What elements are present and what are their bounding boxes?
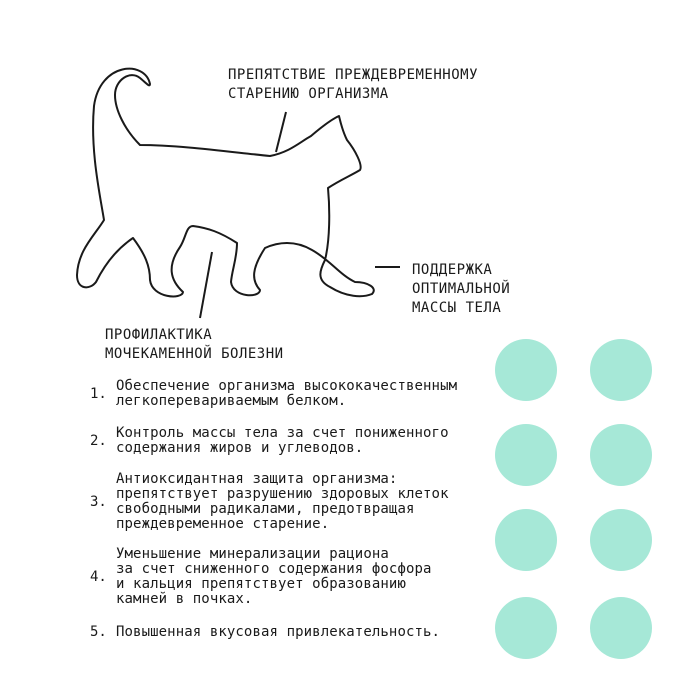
benefit-number: 3. — [90, 494, 107, 510]
benefit-item — [90, 426, 530, 456]
benefit-number: 4. — [90, 569, 107, 585]
mint-dot — [590, 339, 652, 401]
benefit-text: Повышенная вкусовая привлекательность. — [116, 623, 441, 640]
benefit-text: Антиоксидантная защита организма: препятствует разрушению здоровых клеток свободными радикалами, предотвращая преждевременное старение. — [116, 471, 449, 532]
callout-aging: ПРЕПЯТСТВИЕ ПРЕЖДЕВРЕМЕННОМУ СТАРЕНИЮ ОРГАНИЗМА — [228, 67, 479, 102]
benefit-item — [90, 379, 530, 409]
mint-dot — [590, 509, 652, 571]
benefit-item — [90, 547, 530, 607]
benefit-number: 5. — [90, 624, 107, 640]
benefit-number: 2. — [90, 433, 107, 449]
aging-pointer-line — [276, 112, 286, 152]
benefit-item — [90, 472, 530, 532]
mint-dot — [590, 424, 652, 486]
callout-urolithiasis: ПРОФИЛАКТИКА МОЧЕКАМЕННОЙ БОЛЕЗНИ — [105, 327, 284, 362]
callout-weight: ПОДДЕРЖКА ОПТИМАЛЬНОЙ МАССЫ ТЕЛА — [412, 262, 511, 316]
benefit-text: Контроль массы тела за счет пониженного содержания жиров и углеводов. — [116, 425, 449, 456]
benefit-item — [90, 624, 530, 640]
urolithiasis-pointer-line — [200, 252, 212, 318]
benefit-text: Уменьшение минерализации рациона за счет сниженного содержания фосфора и кальция препятствует образованию камней в почках. — [116, 546, 432, 607]
benefit-text: Обеспечение организма высококачественным легкоперевариваемым белком. — [116, 378, 458, 409]
mint-dot — [590, 597, 652, 659]
benefit-number: 1. — [90, 386, 107, 402]
